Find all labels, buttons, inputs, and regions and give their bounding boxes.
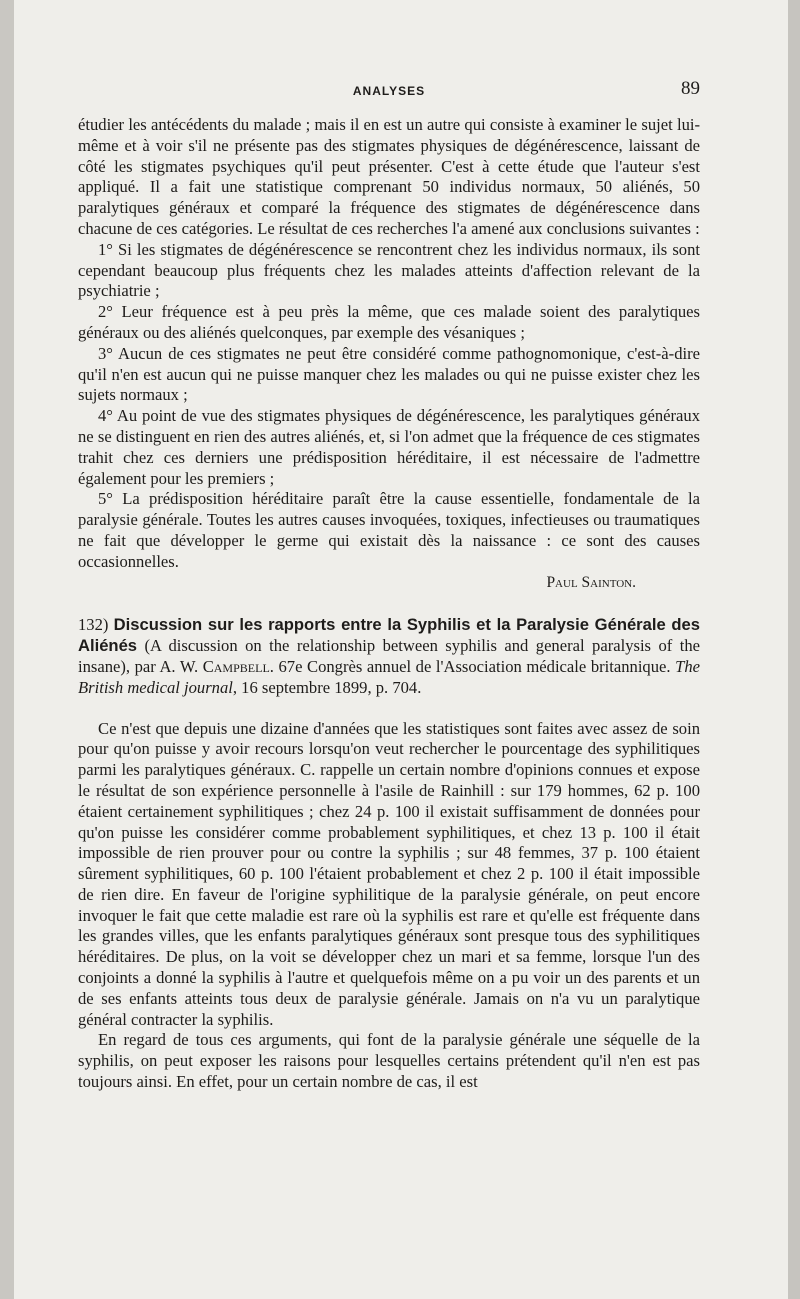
article-body-2: En regard de tous ces arguments, qui font de la paralysie générale une séquelle de la syphilis, on peut exposer les raisons pour lesquelles certains prétendent qu'il n'en est pas toujours ainsi. En effet, pour un certain nombre de cas, il est [78, 1030, 700, 1092]
conclusion-4: 4° Au point de vue des stigmates physiques de dégénérescence, les paralytiques généraux ne se distinguent en rien des autres aliénés, et, si l'on admet que la fréquence de ces stigmates trahit chez ces derniers une prédisposition héréditaire, il est nécessaire de l'admettre également pour les premiers ; [78, 406, 700, 488]
page-edge-left [0, 0, 14, 1299]
signature: Paul Sainton. [546, 573, 636, 591]
conclusion-5: 5° La prédisposition héréditaire paraît être la cause essentielle, fondamentale de la paralysie générale. Toutes les autres causes invoquées, toxiques, infectieuses ou traumatiques ne fait que développer le germe qui existait dès la naissance : ce sont des causes occasionnelles. [78, 489, 700, 571]
article-number: 132) [78, 615, 109, 635]
article-date: , 16 septembre 1899, p. 704. [232, 677, 422, 697]
article-title: Discussion sur les rapports entre la Syphilis et la Paralysie Générale des Aliénés [78, 615, 700, 656]
section-gap [78, 699, 700, 719]
article-congress: . 67e Congrès annuel de l'Association médicale britannique. [269, 656, 671, 676]
page-edge-right [788, 0, 800, 1299]
article-body-1: Ce n'est que depuis une dizaine d'années que les statistiques sont faites avec assez de soin pour qu'on puisse y avoir recours lorsqu'on veut rechercher le pourcentage des syphilitiques parmi les paralytiques généraux. C. rappelle un certain nombre d'opinions connues et expose le résultat de son expérience personnelle à l'asile de Rainhill : sur 179 hommes, 62 p. 100 étaient certainement syphilitiques ; chez 24 p. 100 il existait suffisamment de données pour qu'on puisse les considérer comme probablement syphilitiques, et chez 13 p. 100 il était impossible de rien prouver pour ou contre la syphilis ; sur 48 femmes, 37 p. 100 étaient sûrement syphilitiques, 60 p. 100 l'étaient probablement et chez 2 p. 100 il était impossible de rien dire. En faveur de l'origine syphilitique de la paralysie générale, on peut encore invoquer le fait que cette maladie est rare où la syphilis est rare et qu'elle est fréquente dans les grandes villes, que les enfants paralytiques généraux sont presque tous des syphilitiques héréditaires. De plus, on la voit se développer chez un mari et sa femme, lorsque l'un des conjoints a donné la syphilis à l'autre et quelquefois même on a pu voir un des parents et un de ses enfants atteints tous deux de paralysie générale. Jamais on n'a vu un paralytique général contracter la syphilis. [78, 718, 700, 1029]
article-journal: The British medical journal [78, 656, 700, 697]
running-head: ANALYSES [352, 84, 426, 98]
article-author: Campbell [202, 656, 270, 676]
body-text [78, 115, 700, 1093]
page-number: 89 [681, 78, 700, 99]
article-subtitle: (A discussion on the relationship between syphilis and general paralysis of the insane), par A. W. [78, 636, 700, 676]
conclusion-1: 1° Si les stigmates de dégénérescence se rencontrent chez les individus normaux, ils sont cependant beaucoup plus fréquents chez les malades atteints d'affection relevant de la psychiatrie ; [78, 239, 700, 301]
article-heading [78, 615, 700, 698]
conclusion-2: 2° Leur fréquence est à peu près la même, que ces malade soient des paralytiques généraux ou des aliénés quelconques, par exemple des vésaniques ; [78, 302, 700, 342]
paragraph-continuation: étudier les antécédents du malade ; mais il en est un autre qui consiste à examiner le sujet lui-même et à voir s'il ne présente pas des stigmates physiques de dégénérescence, laissant de côté les stigmates psychiques qu'il peut présenter. C'est à cette étude que l'auteur s'est appliqué. Il a fait une statistique comprenant 50 individus normaux, 50 aliénés, 50 paralytiques généraux et comparé la fréquence des stigmates de dégénérescence dans chacune de ces catégories. Le résultat de ces recherches l'a amené aux conclusions suivantes : [78, 115, 700, 238]
signature-line [78, 573, 700, 594]
page-header [78, 78, 700, 102]
conclusion-3: 3° Aucun de ces stigmates ne peut être considéré comme pathognomonique, c'est-à-dire qu'il n'en est aucun qui ne puisse manquer chez les malades ou qui ne puisse exister chez les sujets normaux ; [78, 343, 700, 405]
